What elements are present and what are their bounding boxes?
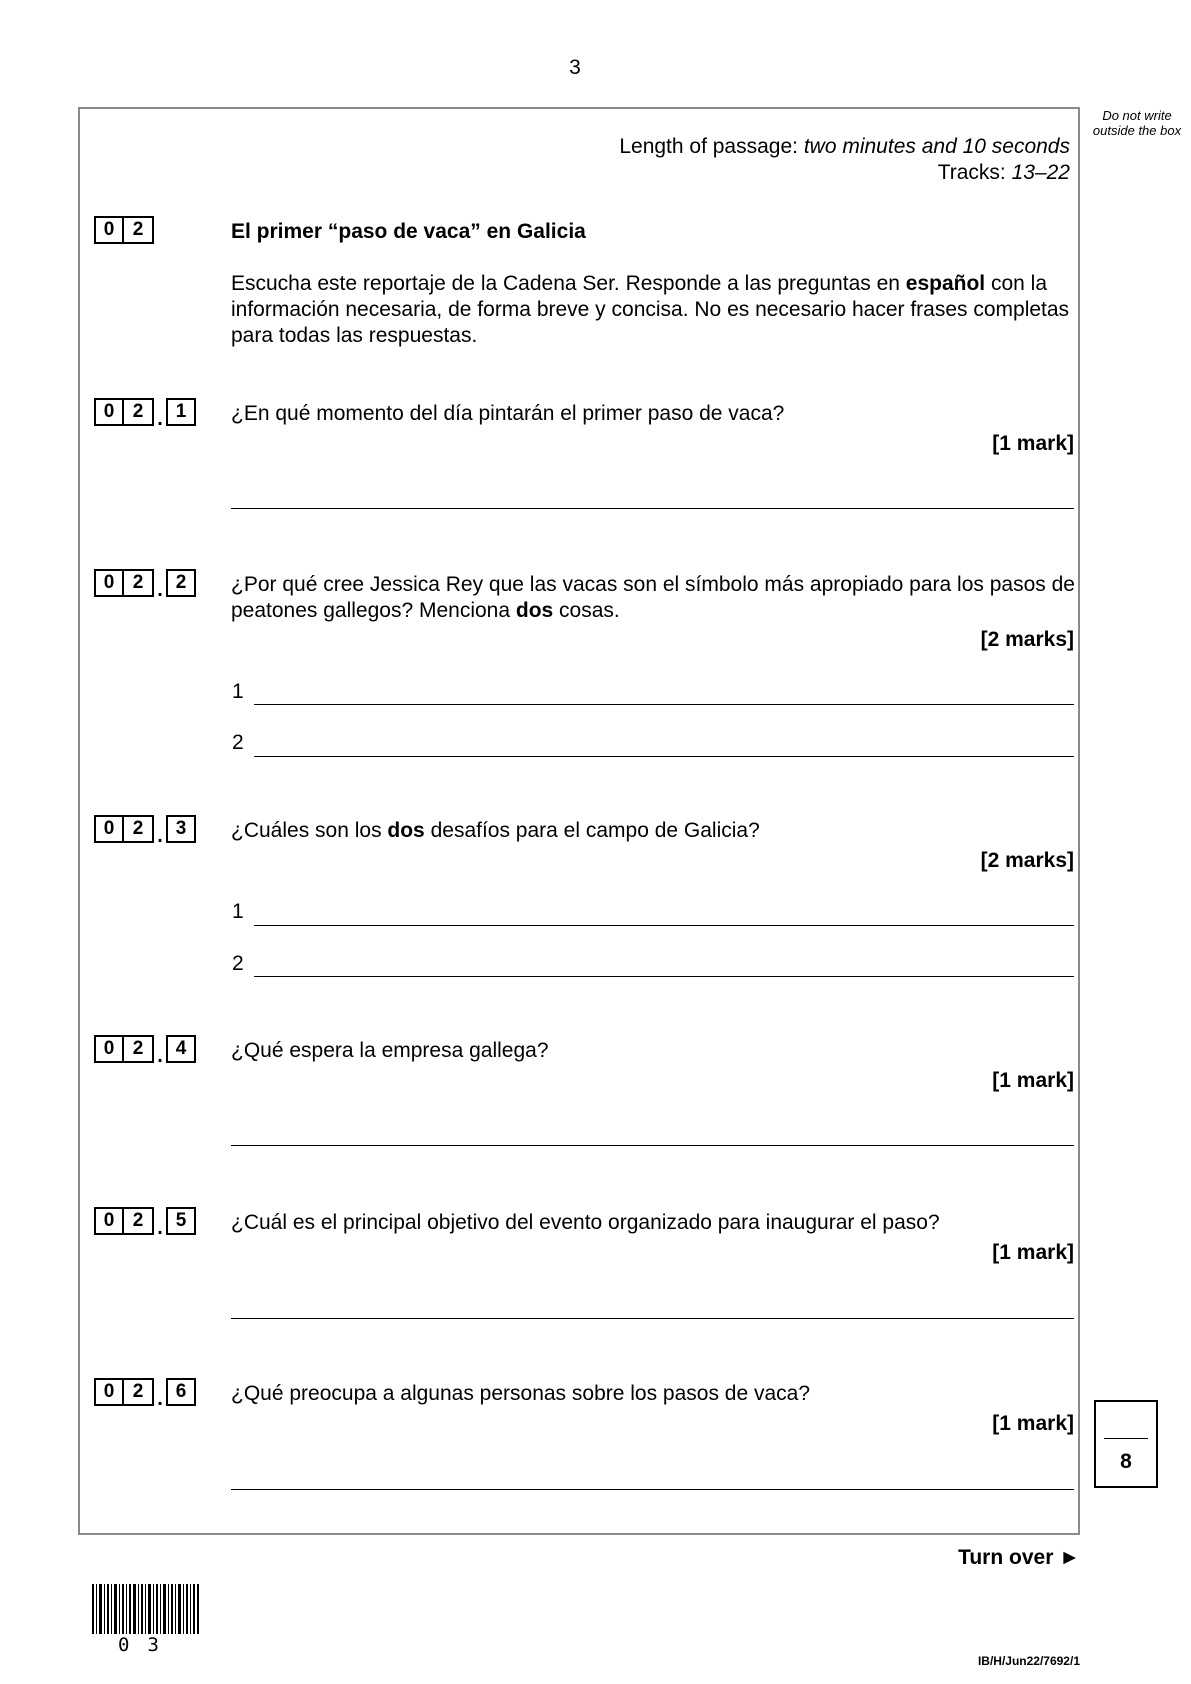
question-number: 0 2 . 6 bbox=[94, 1378, 196, 1406]
answer-line[interactable] bbox=[231, 1489, 1074, 1490]
page-total-box bbox=[1094, 1400, 1158, 1488]
answer-line-number: 1 bbox=[232, 900, 244, 923]
question-text: ¿Cuál es el principal objetivo del evento organizado para inaugurar el paso? bbox=[231, 1211, 940, 1234]
tracks-value: 13–22 bbox=[1011, 161, 1070, 184]
digit: 0 bbox=[94, 216, 124, 244]
question-text: ¿Qué preocupa a algunas personas sobre los pasos de vaca? bbox=[231, 1382, 811, 1405]
tracks-label: Tracks: bbox=[937, 161, 1012, 184]
question-number: 0 2 . 3 bbox=[94, 815, 196, 843]
question-text: ¿Cuáles son los dos desafíos para el campo de Galicia? bbox=[231, 819, 760, 842]
margin-note: Do not write outside the box bbox=[1092, 108, 1182, 138]
question-text: ¿En qué momento del día pintarán el primer paso de vaca? bbox=[231, 402, 785, 425]
barcode-icon bbox=[92, 1584, 200, 1634]
marks-label: [1 mark] bbox=[992, 1412, 1074, 1435]
answer-line-number: 2 bbox=[232, 731, 244, 754]
passage-length-value: two minutes and 10 seconds bbox=[803, 135, 1070, 158]
total-rule bbox=[1104, 1438, 1148, 1439]
marks-label: [2 marks] bbox=[980, 849, 1074, 872]
section-title: El primer “paso de vaca” en Galicia bbox=[231, 220, 586, 243]
answer-line[interactable] bbox=[254, 756, 1074, 757]
question-text: ¿Qué espera la empresa gallega? bbox=[231, 1039, 549, 1062]
barcode-number: 03 bbox=[118, 1634, 177, 1656]
answer-line-number: 1 bbox=[232, 680, 244, 703]
marks-label: [1 mark] bbox=[992, 432, 1074, 455]
marks-label: [1 mark] bbox=[992, 1241, 1074, 1264]
page-total: 8 bbox=[1120, 1450, 1132, 1473]
paper-reference: IB/H/Jun22/7692/1 bbox=[977, 1654, 1080, 1668]
page-number: 3 bbox=[569, 56, 581, 79]
digit: 2 bbox=[124, 216, 154, 244]
question-number: 0 2 . 2 bbox=[94, 569, 196, 597]
answer-line-number: 2 bbox=[232, 952, 244, 975]
passage-length-label: Length of passage: bbox=[619, 135, 804, 158]
answer-line[interactable] bbox=[231, 508, 1074, 509]
answer-line[interactable] bbox=[254, 976, 1074, 977]
section-instructions: Escucha este reportaje de la Cadena Ser. Responde a las preguntas en español con la información necesaria, de forma breve y concisa. No es necesario hacer frases completas para todas las respuestas. bbox=[231, 272, 1070, 347]
marks-label: [2 marks] bbox=[980, 628, 1074, 651]
question-text: ¿Por qué cree Jessica Rey que las vacas son el símbolo más apropiado para los pasos de peatones gallegos? Menciona dos cosas. bbox=[231, 573, 1075, 622]
turn-over: Turn over ► bbox=[958, 1546, 1080, 1569]
passage-info bbox=[560, 134, 1070, 186]
answer-line[interactable] bbox=[231, 1145, 1074, 1146]
answer-line[interactable] bbox=[254, 925, 1074, 926]
answer-line[interactable] bbox=[231, 1318, 1074, 1319]
question-number: 0 2 . 4 bbox=[94, 1035, 196, 1063]
answer-line[interactable] bbox=[254, 704, 1074, 705]
question-number: 0 2 . 1 bbox=[94, 398, 196, 426]
question-number: 0 2 . 5 bbox=[94, 1207, 196, 1235]
marks-label: [1 mark] bbox=[992, 1069, 1074, 1092]
section-number bbox=[94, 216, 154, 244]
